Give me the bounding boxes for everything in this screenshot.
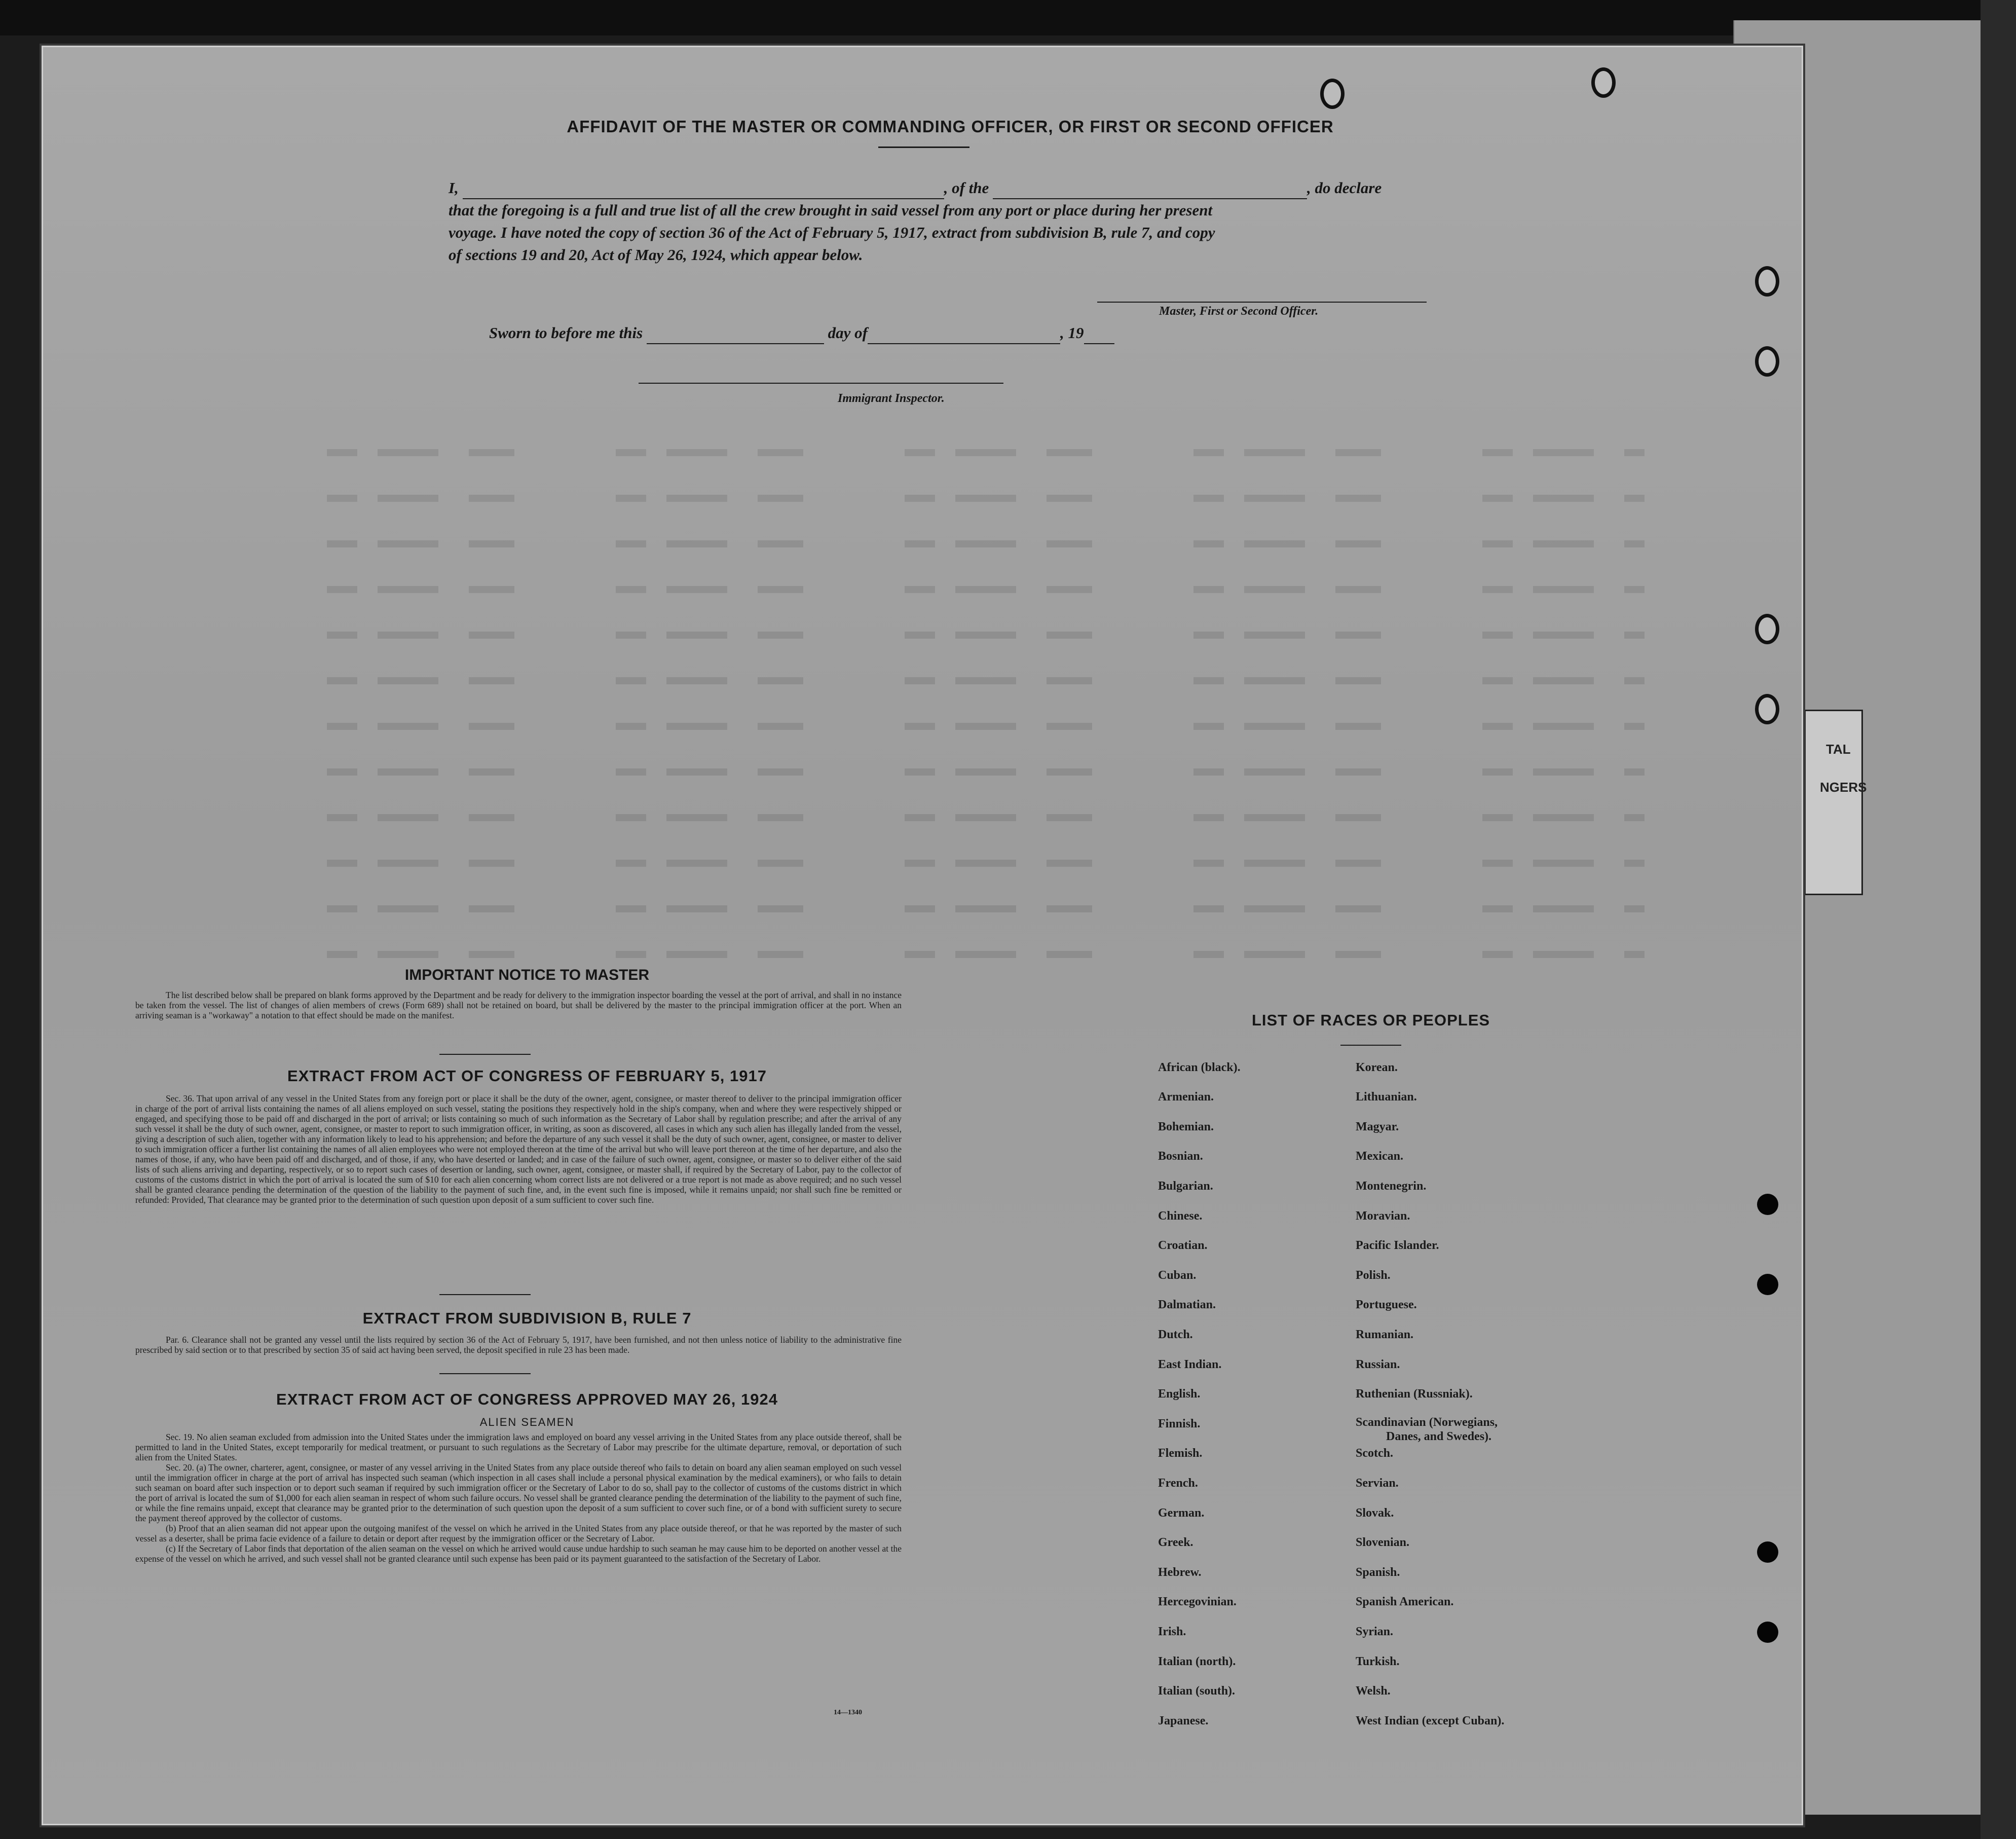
race-item: Spanish. — [1356, 1566, 1400, 1579]
race-item: Flemish. — [1158, 1447, 1203, 1460]
extract-1924-title: EXTRACT FROM ACT OF CONGRESS APPROVED MAY 26, 1924 — [276, 1390, 778, 1408]
race-item: Irish. — [1158, 1625, 1186, 1638]
form-number: 14—1340 — [834, 1709, 862, 1716]
binding-hole — [1591, 67, 1616, 98]
scan-border-top — [0, 0, 2016, 35]
race-item: African (black). — [1158, 1061, 1241, 1074]
side-tab-label — [1804, 710, 1867, 895]
document-page — [42, 46, 1803, 1825]
race-item: French. — [1158, 1477, 1198, 1490]
extract-1917-title: EXTRACT FROM ACT OF CONGRESS OF FEBRUARY 5, 1917 — [287, 1067, 767, 1085]
race-item: Bohemian. — [1158, 1120, 1214, 1133]
race-item: Lithuanian. — [1356, 1090, 1417, 1104]
extract-1917-paragraph: Sec. 36. That upon arrival of any vessel in the United States from any foreign port or place it shall be the duty of the owner, agent, consignee, or master thereof to deliver to the principal immigration officer in charge of the port of arrival lists containing the names of all aliens employed on such vessel, stating the positions they respectively hold in the ship's company, when and where they were respectively shipped or engaged, and specifying those to be paid off and discharged in the port of arrival; or lists containing so much of such information as the Secretary of Labor shall by regulation prescribe; and after the arrival of any such vessel it shall be the duty of such owner, agent, consignee, or master to report to such immigration officer, in writing, as soon as discovered, all cases in which any such alien has illegally landed from the vessel, giving a description of such alien, together with any information likely to lead to his apprehension; and before the departure of any such vessel it shall be the duty of such owner, agent, consignee, or master to deliver to such immigration officer a further list containing the names of all alien employees who were not employed thereon at the time of the arrival but who will leave port thereon at the time of her departure, and also the names of those, if any, who have been paid off and discharged, and of those, if any, who have deserted or landed; and in case of the failure of such owner, agent, consignee, or master so to deliver either of the said lists of such aliens arriving and departing, respectively, or so to report such cases of desertion or landing, such owner, agent, consignee, or master shall, if required by the Secretary of Labor, pay to the collector of customs of the customs district in which the port of arrival is located the sum of $10 for each alien concerning whom correct lists are not delivered or a true report is not made as above required; and no such vessel shall be granted clearance pending the determination of the question of the liability to the payment of such fine, and, in the event such fine is imposed, while it remains unpaid; nor shall such fine be remitted or refunded: Provided, That clearance may be granted prior to the determination of such question upon deposit of a sum sufficient to cover such fine. — [135, 1093, 902, 1205]
sworn-year-blank[interactable] — [1084, 328, 1114, 344]
race-item: Scandinavian (Norwegians, — [1356, 1416, 1498, 1429]
race-item-continued: Danes, and Swedes). — [1386, 1430, 1492, 1443]
notice-title: IMPORTANT NOTICE TO MASTER — [404, 967, 650, 983]
punch-hole — [1757, 1274, 1778, 1295]
section-20c-paragraph: (c) If the Secretary of Labor finds that deportation of the alien seaman on the vessel on which he arrived would cause undue hardship to such seaman he may cause him to be deported on another vessel at the expense of the vessel on which he arrived, and such vessel shall not be granted clearance until such expense has been paid or its payment guaranteed to the satisfaction of the Secretary of Labor. — [135, 1543, 902, 1564]
vessel-name-blank[interactable] — [993, 183, 1307, 199]
race-item: Dalmatian. — [1158, 1298, 1216, 1311]
race-item: Polish. — [1356, 1269, 1391, 1282]
notice-text — [135, 990, 902, 1020]
of-the-label: , of the — [944, 179, 989, 197]
sworn-prefix: Sworn to before me this — [489, 324, 643, 342]
sworn-month-blank[interactable] — [868, 328, 1060, 344]
race-item: Montenegrin. — [1356, 1180, 1427, 1193]
side-tab-line-1: TAL — [1826, 742, 1851, 757]
race-item: Dutch. — [1158, 1328, 1193, 1341]
declaration-line-3: voyage. I have noted the copy of section 36 of the Act of February 5, 1917, extract from subdivision B, rule 7, and copy — [449, 224, 1215, 241]
race-item: Slovak. — [1356, 1506, 1394, 1520]
race-item: Welsh. — [1356, 1684, 1391, 1698]
race-item: Japanese. — [1158, 1714, 1209, 1727]
inspector-signature-line[interactable] — [639, 383, 1003, 384]
race-item: Bosnian. — [1158, 1150, 1203, 1163]
race-item: Servian. — [1356, 1477, 1399, 1490]
races-title: LIST OF RACES OR PEOPLES — [1251, 1011, 1490, 1029]
binding-hole — [1755, 694, 1779, 724]
race-item: German. — [1158, 1506, 1205, 1520]
master-signature-label: Master, First or Second Officer. — [1159, 305, 1319, 318]
extract-rule7-paragraph: Par. 6. Clearance shall not be granted any vessel until the lists required by section 36 of the Act of February 5, 1917, have been furnished, and not then unless notice of liability to the administrative fine prescribed by said section or to that prescribed by section 35 of said act having been served, the deposit specified in rule 23 has been made. — [135, 1335, 902, 1355]
extract-rule7-title: EXTRACT FROM SUBDIVISION B, RULE 7 — [362, 1309, 692, 1327]
punch-hole — [1757, 1622, 1778, 1643]
race-item: Italian (north). — [1158, 1655, 1236, 1668]
races-title-rule — [1340, 1045, 1401, 1046]
declaration-line-1 — [449, 177, 1382, 199]
do-declare-label: , do declare — [1307, 179, 1382, 197]
alien-seamen-subtitle: ALIEN SEAMEN — [479, 1416, 575, 1428]
binding-hole — [1320, 79, 1345, 109]
binding-hole — [1755, 614, 1779, 644]
binding-hole — [1755, 346, 1779, 377]
race-item: Hebrew. — [1158, 1566, 1202, 1579]
sworn-line — [489, 322, 1513, 344]
section-19-paragraph: Sec. 19. No alien seaman excluded from admission into the United States under the immigration laws and employed on board any vessel arriving in the United States from any place outside thereof, shall be permitted to land in the United States, except temporarily for medical treatment, or pursuant to such regulations as the Secretary of Labor may prescribe for the ultimate departure, removal, or deportation of such alien from the United States. — [135, 1432, 902, 1462]
sworn-day-of-label: day of — [828, 324, 868, 342]
race-item: Spanish American. — [1356, 1595, 1454, 1608]
race-item: West Indian (except Cuban). — [1356, 1714, 1505, 1727]
notice-paragraph: The list described below shall be prepared on blank forms approved by the Department and be ready for delivery to the immigration inspector boarding the vessel at the port of arrival, and shall in no instance be taken from the vessel. The list of changes of alien members of crews (Form 689) shall not be retained on board, but shall be delivered by the master to the principal immigration officer at the port. When an arriving seaman is a "workaway" a notation to that effect should be made on the manifest. — [135, 990, 902, 1020]
declarant-prefix: I, — [449, 179, 459, 197]
sworn-line-text — [489, 322, 1114, 344]
declaration-line-4: of sections 19 and 20, Act of May 26, 1924, which appear below. — [449, 246, 863, 264]
race-item: Pacific Islander. — [1356, 1239, 1439, 1252]
affidavit-title: AFFIDAVIT OF THE MASTER OR COMMANDING OFFICER, OR FIRST OR SECOND OFFICER — [567, 117, 1334, 136]
race-item: Armenian. — [1158, 1090, 1214, 1104]
master-signature-line[interactable] — [1097, 302, 1427, 303]
race-item: Rumanian. — [1356, 1328, 1414, 1341]
race-item: Slovenian. — [1356, 1536, 1410, 1549]
race-item: Portuguese. — [1356, 1298, 1417, 1311]
extract-1924-text — [135, 1432, 902, 1564]
bleed-through-texture — [327, 443, 1645, 1051]
side-tab-line-2: NGERS — [1820, 780, 1867, 795]
race-item: Mexican. — [1356, 1150, 1403, 1163]
sworn-day-blank[interactable] — [647, 328, 824, 344]
race-item: Korean. — [1356, 1061, 1398, 1074]
race-item: Scotch. — [1356, 1447, 1393, 1460]
race-item: Finnish. — [1158, 1417, 1201, 1430]
race-item: Bulgarian. — [1158, 1180, 1213, 1193]
race-item: Croatian. — [1158, 1239, 1208, 1252]
affidavit-declaration — [449, 177, 1472, 278]
race-item: East Indian. — [1158, 1358, 1222, 1371]
sworn-year-label: , 19 — [1060, 324, 1084, 342]
race-item: Moravian. — [1356, 1209, 1410, 1223]
race-item: Turkish. — [1356, 1655, 1400, 1668]
race-item: Chinese. — [1158, 1209, 1203, 1223]
section-rule — [439, 1373, 531, 1374]
section-rule — [439, 1054, 531, 1055]
race-item: Magyar. — [1356, 1120, 1399, 1133]
declarant-name-blank[interactable] — [463, 183, 944, 199]
race-item: Ruthenian (Russniak). — [1356, 1387, 1473, 1401]
title-rule — [878, 146, 969, 148]
section-20b-paragraph: (b) Proof that an alien seaman did not appear upon the outgoing manifest of the vessel on which he arrived in the United States from any place outside thereof, or that he was reported by the master of such vessel as a deserter, shall be prima facie evidence of a failure to detain or deport after request by the immigration officer or the Secretary of Labor. — [135, 1523, 902, 1543]
section-20a-paragraph: Sec. 20. (a) The owner, charterer, agent, consignee, or master of any vessel arriving in the United States from any place outside thereof who fails to detain on board any alien seaman employed on such vessel until the immigration officer in charge at the port of arrival has inspected such seaman (which inspection in all cases shall include a personal physical examination by the medical examiners), or who fails to detain such seaman on board after such inspection or to deport such seaman if required by such immigration officer or the Secretary of Labor to do so, shall pay to the collector of customs of the customs district in which the port of arrival is located the sum of $1,000 for each alien seaman in respect of whom such failure occurs. No vessel shall be granted clearance pending the determination of the liability to the payment of such fine, or while the fine remains unpaid, except that clearance may be granted prior to the determination of such question upon the deposit of a sum sufficient to cover such fine, or of a bond with sufficient surety to secure the payment thereof approved by the collector of customs. — [135, 1462, 902, 1523]
inspector-signature-label: Immigrant Inspector. — [838, 392, 945, 405]
binding-hole — [1755, 266, 1779, 297]
punch-hole — [1757, 1194, 1778, 1215]
race-item: Russian. — [1356, 1358, 1400, 1371]
section-rule — [439, 1294, 531, 1295]
race-item: English. — [1158, 1387, 1201, 1401]
race-item: Cuban. — [1158, 1269, 1197, 1282]
race-item: Hercegovinian. — [1158, 1595, 1237, 1608]
punch-hole — [1757, 1541, 1778, 1563]
scan-border-right — [1981, 0, 2016, 1839]
extract-rule7-text — [135, 1335, 902, 1355]
extract-1917-text — [135, 1093, 902, 1205]
declaration-line-2: that the foregoing is a full and true list of all the crew brought in said vessel from any port or place during her present — [449, 201, 1213, 219]
race-item: Syrian. — [1356, 1625, 1394, 1638]
race-item: Italian (south). — [1158, 1684, 1236, 1698]
race-item: Greek. — [1158, 1536, 1193, 1549]
